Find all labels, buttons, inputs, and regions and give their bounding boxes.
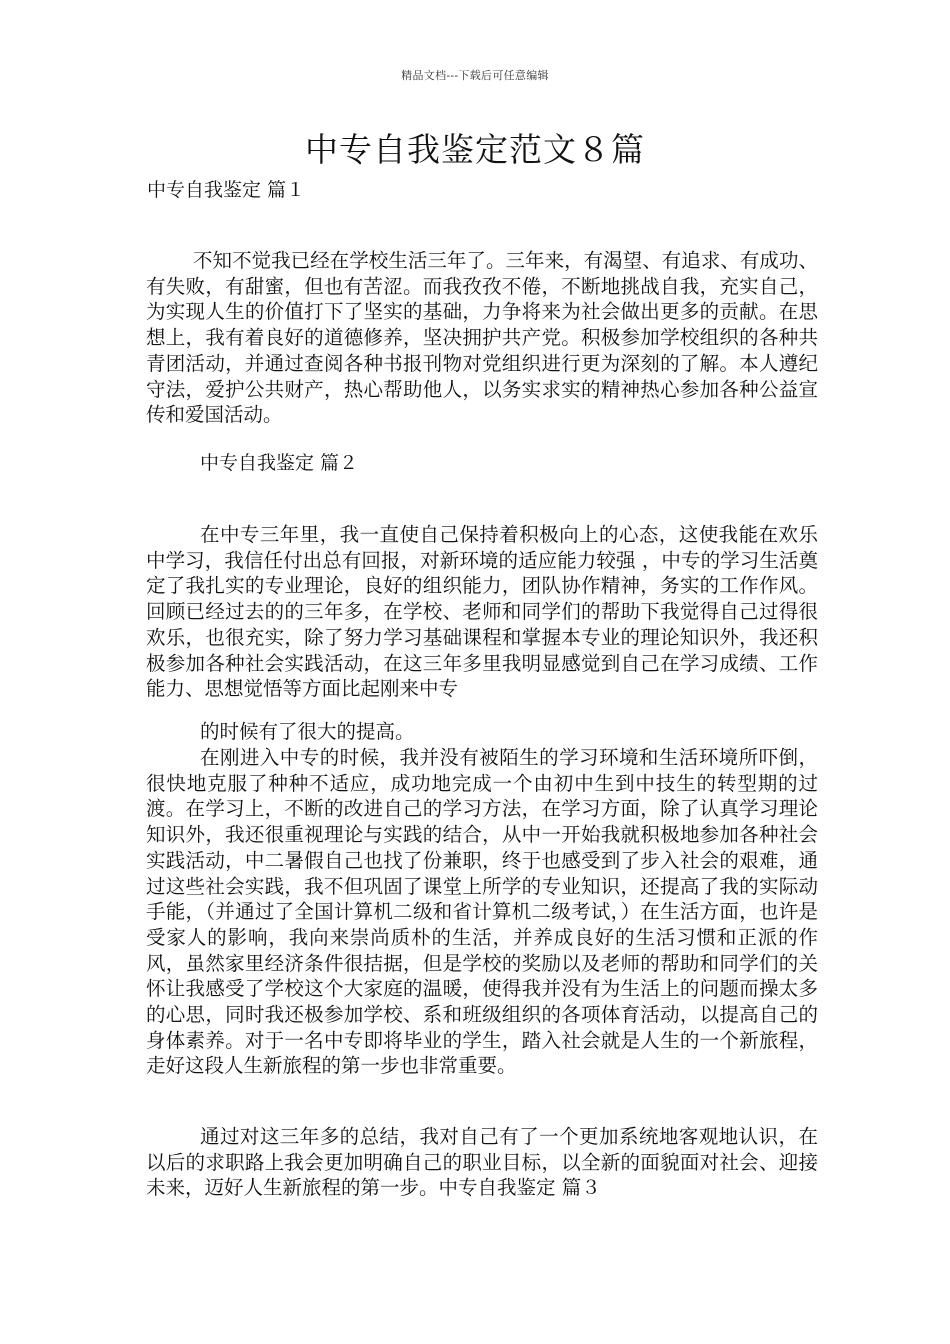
paragraph-1: 不知不觉我已经在学校生活三年了。三年来，有渴望、有追求、有成功、有失败，有甜蜜，但也有苦涩。而我孜孜不倦，不断地挑战自我，充实自己，为实现人生的价值打下了坚实的基础，力争将来为社会做出更多的贡献。在思想上，我有着良好的道德修养，坚决拥护共产党。积极参加学校组织的各种共青团活动，并通过查阅各种书报刊物对党组织进行更为深刻的了解。本人遵纪守法，爱护公共财产，热心帮助他人，以务实求实的精神热心参加各种公益宣传和爱国活动。 xyxy=(146,249,818,427)
paragraph-3: 在刚进入中专的时候，我并没有被陌生的学习环境和生活环境所吓倒，很快地克服了种种不适应，成功地完成一个由初中生到中技生的转型期的过渡。在学习上，不断的改进自己的学习方法，在学习方面，除了认真学习理论知识外，我还很重视理论与实践的结合，从中一开始我就积极地参加各种社会实践活动，中二暑假自己也找了份兼职，终于也感受到了步入社会的艰难，通过这些社会实践，我不但巩固了课堂上所学的专业知识，还提高了我的实际动手能，（并通过了全国计算机二级和省计算机二级考试，）在生活方面，也许是受家人的影响，我向来崇尚质朴的生活，并养成良好的生活习惯和正派的作风，虽然家里经济条件很拮据，但是学校的奖励以及老师的帮助和同学们的关怀让我感受了学校这个大家庭的温暖，使得我并没有为生活上的问题而操太多的心思，同时我还极参加学校、系和班级组织的各项体育活动，以提高自己的身体素养。对于一名中专即将毕业的学生，踏入社会就是人生的一个新旅程，走好这段人生新旅程的第一步也非常重要。 xyxy=(146,746,818,1078)
header-watermark: 精品文档---下载后可任意编辑 xyxy=(401,69,549,82)
paragraph-2: 在中专三年里，我一直使自己保持着积极向上的心态，这使我能在欢乐中学习，我信任付出总有回报，对新环境的适应能力较强 ，中专的学习生活奠定了我扎实的专业理论，良好的组织能力，团队协作精神，务实的工作作风。 回顾已经过去的的三年多，在学校、老师和同学们的帮助下我觉得自己过得很欢乐，也很充实，除了努力学习基础课程和掌握本专业的理论知识外，我还积极参加各种社会实践活动，在这三年多里我明显感觉到自己在学习成绩、工作能力、思想觉悟等方面比起刚来中专 xyxy=(146,523,818,701)
section-heading-2: 中专自我鉴定 篇２ xyxy=(200,452,359,474)
document-title: 中专自我鉴定范文８篇 xyxy=(305,130,645,169)
paragraph-2-continuation: 的时候有了很大的提高。 xyxy=(200,720,415,743)
section-heading-1: 中专自我鉴定 篇１ xyxy=(147,179,306,201)
paragraph-4: 通过对这三年多的总结，我对自己有了一个更加系统地客观地认识，在以后的求职路上我会更加明确自己的职业目标，以全新的面貌面对社会、迎接未来，迈好人生新旅程的第一步。中专自我鉴定 篇３ xyxy=(146,1125,818,1200)
